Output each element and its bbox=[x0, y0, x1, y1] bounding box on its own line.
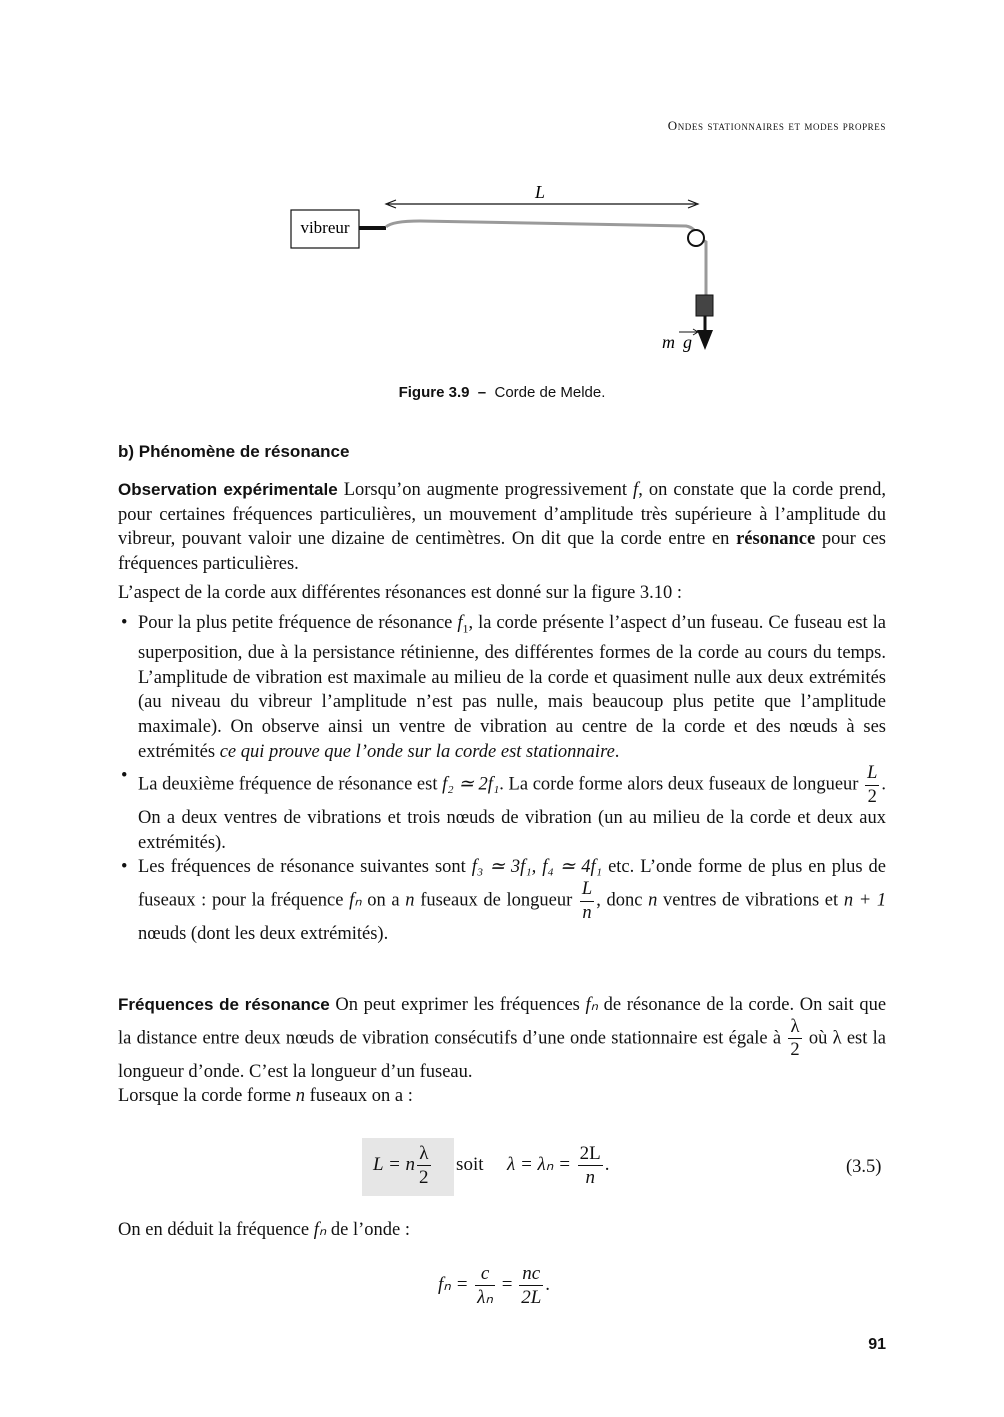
equation-2 bbox=[438, 1264, 550, 1307]
b3-part5: , donc bbox=[596, 890, 643, 911]
bullet-1 bbox=[118, 611, 886, 764]
frequences-block bbox=[118, 993, 886, 1109]
eq2-lhs: fₙ = bbox=[438, 1273, 469, 1295]
aspect-intro: L’aspect de la corde aux différentes résonances est donné sur la figure 3.10 : bbox=[118, 583, 683, 604]
pulley bbox=[688, 230, 704, 246]
figure-caption bbox=[0, 384, 1004, 401]
equation-number: (3.5) bbox=[846, 1157, 882, 1177]
caption-dash: – bbox=[477, 384, 487, 401]
deduit-fn: fₙ bbox=[313, 1220, 327, 1240]
b3-frac-num: L bbox=[581, 879, 593, 899]
eq1-rhs-den: n bbox=[585, 1167, 595, 1188]
melde-figure bbox=[0, 170, 1004, 370]
resonance-bullets bbox=[118, 611, 886, 947]
b3-fraction bbox=[580, 880, 594, 922]
body-text bbox=[118, 478, 886, 947]
eq1-rhs-num: 2L bbox=[579, 1143, 601, 1164]
b3-part6: ventres de vibrations et bbox=[662, 890, 839, 911]
b2-part3: . On a deux ventres de vibrations et trois nœuds de vibration (un au milieu de la corde et deux aux extrémités). bbox=[138, 774, 887, 853]
eq2-eq: = bbox=[501, 1273, 513, 1295]
b3-n1: n + 1 bbox=[843, 890, 887, 911]
b1-italic: ce qui prouve que l’onde sur la corde est stationnaire bbox=[219, 741, 615, 762]
freq-text4: est la longueur d’onde. C’est la longueur d’un fuseau. bbox=[118, 1027, 886, 1082]
b2-frac-den: 2 bbox=[867, 786, 877, 807]
observation-f: f bbox=[633, 480, 639, 500]
b3-part3: on a bbox=[367, 890, 400, 911]
eq1-soit: soit bbox=[456, 1153, 484, 1175]
page-number: 91 bbox=[868, 1336, 886, 1353]
eq1-rhs: λ = λₙ = bbox=[507, 1153, 571, 1175]
line2-part2: fuseaux on a : bbox=[309, 1086, 413, 1107]
observation-lead: Observation expérimentale bbox=[118, 480, 338, 499]
freq-text2: de résonance de la corde. On sait que la distance entre deux nœuds de vibration consécutifs d’une onde stationnaire est égale à bbox=[118, 995, 887, 1048]
freq-frac-den: 2 bbox=[790, 1040, 800, 1061]
eq2-end: . bbox=[545, 1273, 551, 1295]
b3-n: n bbox=[405, 890, 415, 911]
weight-label-m: m bbox=[662, 332, 675, 352]
frequences-lead: Fréquences de résonance bbox=[118, 995, 330, 1014]
bullet-2 bbox=[118, 764, 886, 855]
freq-lambda: λ bbox=[832, 1027, 842, 1048]
eq2-frac2-den: 2L bbox=[521, 1287, 542, 1308]
eq1-rhs-fraction bbox=[578, 1144, 603, 1187]
b1-sub: 1 bbox=[462, 621, 469, 636]
observation-text2: , on constate que la corde prend, pour certaines fréquences particulières, un mouvement d’amplitude très supérieure à l’amplitude du vibreur, pouvant valoir une dizaine de centimètres. On dit que la corde entre en bbox=[118, 480, 886, 550]
equation-1 bbox=[373, 1144, 610, 1187]
b3-fn: fₙ bbox=[349, 890, 362, 911]
freq-fraction bbox=[788, 1018, 801, 1060]
frequences-paragraph bbox=[118, 993, 886, 1084]
vibreur-label: vibreur bbox=[300, 218, 350, 237]
observation-text1: Lorsqu’on augmente progressivement bbox=[343, 480, 628, 500]
deduit-line bbox=[118, 1218, 886, 1243]
freq-text3: où bbox=[808, 1027, 828, 1048]
eq2-frac1-num: c bbox=[480, 1263, 490, 1284]
running-header: Ondes stationnaires et modes propres bbox=[667, 118, 886, 133]
mass-block bbox=[696, 295, 713, 316]
b1-part2: , la corde présente l’aspect d’un fuseau. Ce fuseau est la superposition, due à la persistance rétinienne, des différentes formes de la corde au cours du temps. L’amplitude de vibration est maximale au milieu de la corde et quasiment nulle aux deux extrémités (au niveau du vibreur l’amplitude n’est pas nulle, mais beaucoup plus petite que l’amplitude maximale). On observe ainsi un ventre de vibration au centre de la corde et des nœuds à ses extrémités bbox=[138, 612, 886, 762]
b2-part1: La deuxième fréquence de résonance est bbox=[138, 774, 438, 795]
line2-n: n bbox=[295, 1086, 305, 1107]
string bbox=[386, 221, 706, 295]
eq2-frac1-den: λₙ bbox=[477, 1287, 493, 1308]
b1-end: . bbox=[614, 741, 620, 762]
eq2-frac1 bbox=[475, 1264, 495, 1307]
b2-frac-num: L bbox=[867, 763, 878, 784]
b2-part2: . La corde forme alors deux fuseaux de longueur bbox=[499, 774, 859, 795]
b1-f: f bbox=[457, 612, 463, 633]
b3-part7: nœuds (dont les deux extrémités). bbox=[138, 924, 389, 944]
resonance-bold: résonance bbox=[736, 529, 816, 550]
weight-arrow-head bbox=[697, 330, 713, 350]
observation-text3: pour ces fréquences particulières. bbox=[118, 529, 887, 574]
deduit-part1: On en déduit la fréquence bbox=[118, 1220, 310, 1240]
eq1-lhs: L = n bbox=[373, 1153, 416, 1175]
b3-frac-den: n bbox=[582, 902, 592, 923]
eq1-frac-den: 2 bbox=[419, 1167, 429, 1188]
b3-part1: Les fréquences de résonance suivantes sont bbox=[138, 857, 466, 878]
b3-part2: etc. L’onde forme de plus en plus de fuseaux : pour la fréquence bbox=[138, 857, 887, 911]
eq1-frac-num: λ bbox=[417, 1144, 431, 1166]
deduit-part2: de l’onde : bbox=[330, 1220, 410, 1240]
caption-label: Figure 3.9 bbox=[398, 384, 470, 401]
section-title: b) Phénomène de résonance bbox=[118, 442, 350, 461]
eq1-end: . bbox=[604, 1153, 610, 1175]
caption-text: Corde de Melde. bbox=[494, 384, 606, 401]
freq-frac-num: λ bbox=[788, 1018, 801, 1040]
eq1-fraction bbox=[417, 1144, 431, 1187]
b2-eq: f₂ ≃ 2f₁ bbox=[442, 774, 500, 795]
freq-fn: fₙ bbox=[585, 995, 599, 1015]
b3-n2: n bbox=[648, 890, 658, 911]
eq2-frac2-num: nc bbox=[522, 1263, 541, 1284]
length-label: L bbox=[534, 182, 546, 202]
b1-part1: Pour la plus petite fréquence de résonance bbox=[138, 612, 453, 633]
observation-paragraph bbox=[118, 478, 886, 576]
bullet-3 bbox=[118, 855, 886, 946]
line2-part1: Lorsque la corde forme bbox=[118, 1086, 292, 1107]
lorsque-line bbox=[118, 1084, 886, 1109]
b2-fraction bbox=[865, 764, 879, 806]
b3-part4: fuseaux de longueur bbox=[420, 890, 573, 911]
weight-label-g: g bbox=[683, 332, 692, 352]
b3-eq: f₃ ≃ 3f₁, f₄ ≃ 4f₁ bbox=[471, 857, 603, 878]
eq2-frac2 bbox=[519, 1264, 543, 1307]
freq-text1: On peut exprimer les fréquences bbox=[335, 995, 580, 1015]
